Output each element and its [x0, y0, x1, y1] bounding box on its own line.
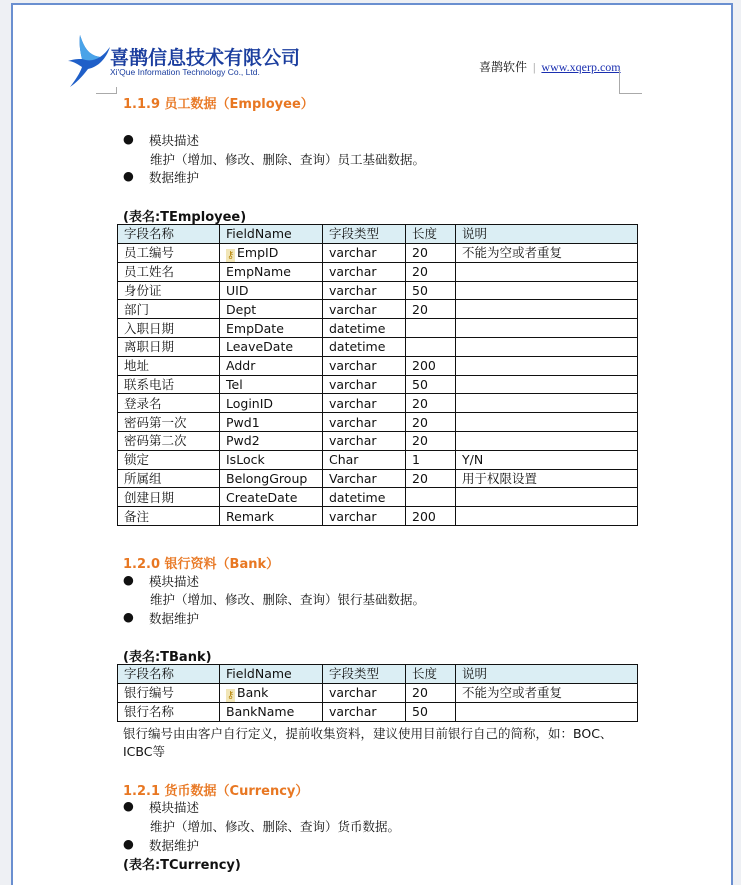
table-cell	[118, 450, 220, 469]
cell-text: varchar	[329, 264, 377, 280]
table-cell	[220, 469, 323, 488]
cell-text: varchar	[329, 685, 377, 701]
table-cell	[406, 413, 456, 432]
table-name-tbank: (表名:TBank)	[123, 650, 212, 665]
table-cell	[406, 431, 456, 450]
table-cell	[456, 488, 638, 507]
table-cell	[456, 413, 638, 432]
table-cell	[406, 262, 456, 281]
table-cell	[456, 450, 638, 469]
column-header: 说明	[456, 665, 638, 684]
table-row	[118, 469, 638, 488]
bullet-data-maintenance: ● 数据维护	[123, 836, 200, 853]
table-cell	[323, 488, 406, 507]
bank-note-line1: 银行编号由由客户自行定义，提前收集资料，建议使用目前银行自己的简称，如：BOC、	[123, 726, 613, 741]
column-header: FieldName	[220, 225, 323, 244]
table-cell	[406, 488, 456, 507]
cell-text: Char	[329, 452, 359, 468]
cell-text: 用于权限设置	[462, 470, 538, 486]
table-cell	[323, 450, 406, 469]
table-cell	[406, 450, 456, 469]
table-cell	[220, 683, 323, 702]
column-header: 长度	[406, 225, 456, 244]
cell-text: Bank	[237, 684, 269, 700]
bullet-icon: ●	[123, 168, 134, 183]
table-cell	[456, 356, 638, 375]
column-header: 说明	[456, 225, 638, 244]
cell-text: BelongGroup	[226, 470, 308, 486]
cell-text: EmpDate	[226, 320, 284, 336]
table-cell	[456, 683, 638, 702]
table-cell	[323, 262, 406, 281]
table-row	[118, 300, 638, 319]
cell-text: 20	[412, 470, 428, 486]
table-cell	[118, 375, 220, 394]
cell-text: varchar	[329, 358, 377, 374]
cell-text: 200	[412, 358, 436, 374]
table-cell	[118, 300, 220, 319]
table-row	[118, 281, 638, 300]
cell-text: varchar	[329, 414, 377, 430]
brand-name: 喜鹊软件	[479, 60, 528, 74]
cell-text: 20	[412, 264, 428, 280]
cell-text: LoginID	[226, 395, 274, 411]
cell-text: varchar	[329, 395, 377, 411]
cell-text: 20	[412, 414, 428, 430]
cell-text: Addr	[226, 358, 256, 374]
cell-text: LeaveDate	[226, 339, 294, 355]
table-row	[118, 375, 638, 394]
cell-text: Dept	[226, 301, 257, 317]
cell-text: 地址	[124, 358, 150, 374]
table-cell	[406, 507, 456, 526]
table-cell	[220, 281, 323, 300]
table-cell	[323, 431, 406, 450]
cell-text: 创建日期	[124, 489, 175, 505]
table-cell	[323, 281, 406, 300]
cell-text: Pwd2	[226, 433, 260, 449]
cell-text: UID	[226, 282, 249, 298]
table-row	[118, 394, 638, 413]
module-description-text: 维护（增加、修改、删除、查询）货币数据。	[150, 819, 401, 834]
bullet-icon: ●	[123, 836, 134, 851]
table-cell	[118, 683, 220, 702]
table-cell	[118, 431, 220, 450]
cell-text: 不能为空或者重复	[462, 685, 563, 701]
table-cell	[456, 702, 638, 721]
bullet-icon: ●	[123, 609, 134, 624]
table-cell	[220, 431, 323, 450]
cell-text: 20	[412, 395, 428, 411]
table-cell	[220, 507, 323, 526]
table-cell	[118, 337, 220, 356]
table-cell	[118, 262, 220, 281]
table-row	[118, 431, 638, 450]
table-cell	[118, 488, 220, 507]
column-header: 字段类型	[323, 665, 406, 684]
table-cell	[406, 300, 456, 319]
bullet-module-description: ● 模块描述	[123, 572, 200, 589]
cell-text: 员工姓名	[124, 264, 175, 280]
cell-text: BankName	[226, 704, 295, 720]
cell-text: EmpID	[237, 244, 279, 260]
table-row	[118, 262, 638, 281]
table-cell	[323, 375, 406, 394]
table-cell	[220, 243, 323, 262]
cell-text: datetime	[329, 339, 386, 355]
primary-key-icon: ⚷	[226, 689, 235, 701]
table-cell	[323, 702, 406, 721]
table-cell	[406, 319, 456, 338]
table-row	[118, 488, 638, 507]
table-cell	[456, 300, 638, 319]
cell-text: 离职日期	[124, 339, 175, 355]
table-row	[118, 702, 638, 721]
cell-text: 锁定	[124, 452, 150, 468]
table-cell	[323, 300, 406, 319]
table-cell	[220, 702, 323, 721]
table-cell	[456, 262, 638, 281]
bullet-module-description: ● 模块描述	[123, 131, 200, 148]
table-cell	[406, 356, 456, 375]
cell-text: varchar	[329, 245, 377, 261]
table-row	[118, 319, 638, 338]
cell-text: 部门	[124, 301, 150, 317]
table-cell	[456, 243, 638, 262]
table-cell	[456, 337, 638, 356]
bullet-icon: ●	[123, 798, 134, 813]
cell-text: varchar	[329, 508, 377, 524]
website-link[interactable]: www.xqerp.com	[541, 60, 621, 74]
table-cell	[406, 683, 456, 702]
bullet-data-maintenance: ● 数据维护	[123, 168, 200, 185]
table-cell	[406, 702, 456, 721]
table-cell	[220, 394, 323, 413]
module-description-text: 维护（增加、修改、删除、查询）员工基础数据。	[150, 152, 426, 167]
column-header: 字段名称	[118, 225, 220, 244]
table-row	[118, 507, 638, 526]
table-name-temployee: (表名:TEmployee)	[123, 210, 247, 225]
employee-table	[117, 224, 638, 526]
cell-text: varchar	[329, 282, 377, 298]
table-cell	[118, 702, 220, 721]
cell-text: 密码第二次	[124, 433, 187, 449]
cell-text: 200	[412, 508, 436, 524]
table-cell	[220, 375, 323, 394]
cell-text: 20	[412, 685, 428, 701]
cell-text: varchar	[329, 376, 377, 392]
cell-text: 20	[412, 301, 428, 317]
table-cell	[456, 375, 638, 394]
cell-text: 身份证	[124, 282, 162, 298]
table-cell	[406, 243, 456, 262]
column-header: 字段类型	[323, 225, 406, 244]
cell-text: 备注	[124, 508, 150, 524]
table-cell	[220, 413, 323, 432]
bird-logo-icon	[66, 33, 110, 89]
bullet-module-description: ● 模块描述	[123, 798, 200, 815]
column-header: 长度	[406, 665, 456, 684]
table-cell	[456, 394, 638, 413]
cell-text: Varchar	[329, 470, 377, 486]
table-row	[118, 243, 638, 262]
table-cell	[456, 507, 638, 526]
cell-text: 50	[412, 282, 428, 298]
cell-text: varchar	[329, 704, 377, 720]
cell-text: IsLock	[226, 452, 265, 468]
table-cell	[220, 319, 323, 338]
section-heading-currency: 1.2.1 货币数据（Currency）	[123, 784, 309, 799]
cell-text: 员工编号	[124, 245, 175, 261]
table-cell	[118, 469, 220, 488]
table-cell	[118, 281, 220, 300]
table-cell	[220, 337, 323, 356]
table-cell	[406, 375, 456, 394]
table-cell	[220, 488, 323, 507]
cell-text: EmpName	[226, 264, 291, 280]
table-cell	[323, 337, 406, 356]
bullet-icon: ●	[123, 572, 134, 587]
cell-text: CreateDate	[226, 489, 298, 505]
column-header: FieldName	[220, 665, 323, 684]
table-cell	[406, 394, 456, 413]
cell-text: 50	[412, 376, 428, 392]
table-cell	[118, 243, 220, 262]
cell-text: 1	[412, 452, 420, 468]
cell-text: 联系电话	[124, 376, 175, 392]
table-cell	[118, 394, 220, 413]
table-cell	[456, 319, 638, 338]
table-cell	[323, 507, 406, 526]
table-cell	[323, 683, 406, 702]
bullet-icon: ●	[123, 131, 134, 146]
table-cell	[323, 469, 406, 488]
table-cell	[323, 413, 406, 432]
header-right	[479, 58, 621, 75]
cell-text: Remark	[226, 508, 275, 524]
cell-text: 银行编号	[124, 685, 175, 701]
bullet-data-maintenance: ● 数据维护	[123, 609, 200, 626]
column-header: 字段名称	[118, 665, 220, 684]
section-heading-employee: 1.1.9 员工数据（Employee）	[123, 97, 314, 112]
table-cell	[118, 413, 220, 432]
bank-note-line2: ICBC等	[123, 744, 165, 759]
cell-text: 入职日期	[124, 320, 175, 336]
table-cell	[118, 356, 220, 375]
table-cell	[323, 243, 406, 262]
margin-corner-left	[96, 87, 117, 94]
header-separator: |	[533, 60, 536, 74]
table-cell	[220, 450, 323, 469]
table-cell	[323, 394, 406, 413]
cell-text: varchar	[329, 301, 377, 317]
table-cell	[220, 300, 323, 319]
table-cell	[456, 281, 638, 300]
cell-text: 50	[412, 704, 428, 720]
table-row	[118, 413, 638, 432]
cell-text: 不能为空或者重复	[462, 245, 563, 261]
table-row	[118, 356, 638, 375]
cell-text: Pwd1	[226, 414, 260, 430]
margin-corner-right	[619, 70, 642, 94]
table-row	[118, 450, 638, 469]
table-cell	[456, 469, 638, 488]
primary-key-icon: ⚷	[226, 249, 235, 261]
table-cell	[220, 356, 323, 375]
table-cell	[406, 469, 456, 488]
cell-text: Y/N	[462, 452, 484, 468]
table-header-row	[118, 665, 638, 684]
table-row	[118, 337, 638, 356]
cell-text: 登录名	[124, 395, 162, 411]
table-cell	[323, 356, 406, 375]
table-cell	[118, 507, 220, 526]
table-cell	[323, 319, 406, 338]
cell-text: Tel	[226, 376, 243, 392]
cell-text: varchar	[329, 433, 377, 449]
cell-text: datetime	[329, 320, 386, 336]
table-cell	[406, 281, 456, 300]
cell-text: 银行名称	[124, 704, 175, 720]
cell-text: 所属组	[124, 470, 162, 486]
table-cell	[118, 319, 220, 338]
cell-text: 20	[412, 433, 428, 449]
section-heading-bank: 1.2.0 银行资料（Bank）	[123, 557, 280, 572]
bank-table	[117, 664, 638, 722]
cell-text: datetime	[329, 489, 386, 505]
table-name-tcurrency: (表名:TCurrency)	[123, 858, 241, 873]
table-row	[118, 683, 638, 702]
table-header-row	[118, 225, 638, 244]
module-description-text: 维护（增加、修改、删除、查询）银行基础数据。	[150, 592, 426, 607]
table-cell	[456, 431, 638, 450]
cell-text: 20	[412, 245, 428, 261]
table-cell	[220, 262, 323, 281]
cell-text: 密码第一次	[124, 414, 187, 430]
table-cell	[406, 337, 456, 356]
